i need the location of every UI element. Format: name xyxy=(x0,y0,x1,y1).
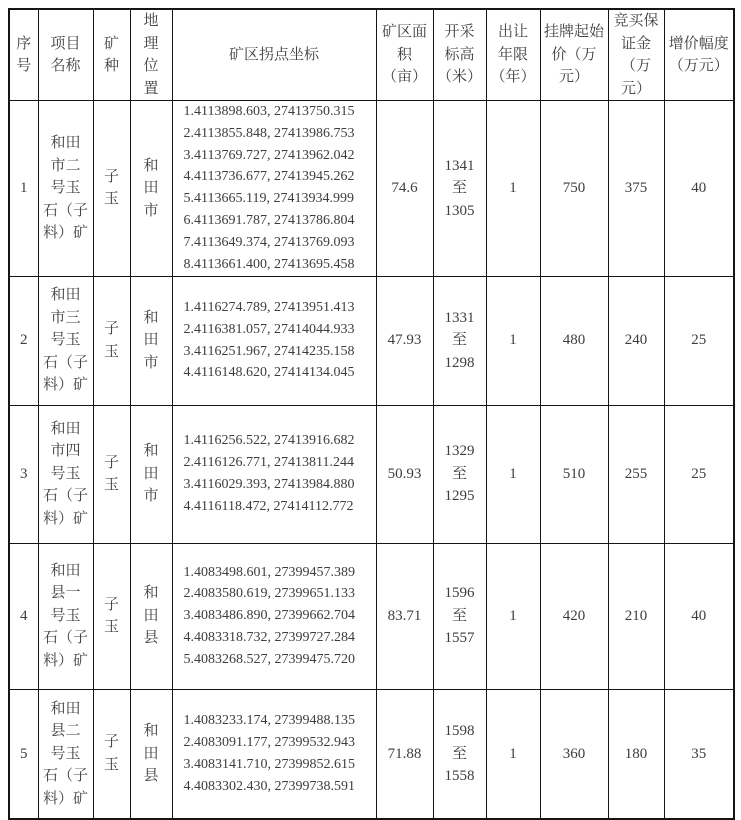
cell-location: 和 田 市 xyxy=(130,405,172,543)
cell-price-increment: 25 xyxy=(664,276,734,405)
cell-mining-elevation: 1329 至 1295 xyxy=(433,405,486,543)
cell-mining-elevation: 1596 至 1557 xyxy=(433,543,486,689)
cell-corner-coordinates: 1.4116274.789, 27413951.413 2.4116381.057, 27414044.933 3.4116251.967, 27414235.158 4.4116148.620, 27414134.045 xyxy=(172,276,376,405)
table-row xyxy=(9,101,734,277)
cell-serial-no: 5 xyxy=(9,689,38,819)
cell-bid-deposit: 255 xyxy=(608,405,664,543)
col-header-serial-no: 序 号 xyxy=(9,9,38,101)
cell-bid-deposit: 240 xyxy=(608,276,664,405)
cell-serial-no: 4 xyxy=(9,543,38,689)
cell-area-mu: 50.93 xyxy=(376,405,433,543)
cell-location: 和 田 县 xyxy=(130,543,172,689)
cell-mineral-type: 子 玉 xyxy=(93,543,130,689)
cell-corner-coordinates: 1.4083233.174, 27399488.135 2.4083091.177, 27399532.943 3.4083141.710, 27399852.615 4.4083302.430, 27399738.591 xyxy=(172,689,376,819)
cell-serial-no: 1 xyxy=(9,101,38,277)
cell-bid-deposit: 210 xyxy=(608,543,664,689)
header-row xyxy=(9,9,734,101)
cell-starting-price: 750 xyxy=(540,101,608,277)
cell-bid-deposit: 375 xyxy=(608,101,664,277)
cell-project-name: 和田 县二 号玉 石（子 料）矿 xyxy=(38,689,93,819)
cell-project-name: 和田 市三 号玉 石（子 料）矿 xyxy=(38,276,93,405)
cell-mineral-type: 子 玉 xyxy=(93,276,130,405)
cell-transfer-years: 1 xyxy=(486,689,540,819)
col-header-mining-elevation: 开采 标高 （米） xyxy=(433,9,486,101)
cell-location: 和 田 市 xyxy=(130,276,172,405)
cell-starting-price: 360 xyxy=(540,689,608,819)
cell-starting-price: 420 xyxy=(540,543,608,689)
cell-mineral-type: 子 玉 xyxy=(93,405,130,543)
cell-mining-elevation: 1598 至 1558 xyxy=(433,689,486,819)
cell-transfer-years: 1 xyxy=(486,276,540,405)
table-row xyxy=(9,405,734,543)
cell-transfer-years: 1 xyxy=(486,543,540,689)
cell-bid-deposit: 180 xyxy=(608,689,664,819)
col-header-transfer-years: 出让 年限 （年） xyxy=(486,9,540,101)
mineral-listing-table xyxy=(8,8,735,820)
cell-starting-price: 510 xyxy=(540,405,608,543)
cell-corner-coordinates: 1.4116256.522, 27413916.682 2.4116126.771, 27413811.244 3.4116029.393, 27413984.880 4.4116118.472, 27414112.772 xyxy=(172,405,376,543)
cell-location: 和 田 县 xyxy=(130,689,172,819)
col-header-project-name: 项目 名称 xyxy=(38,9,93,101)
cell-mineral-type: 子 玉 xyxy=(93,689,130,819)
cell-area-mu: 47.93 xyxy=(376,276,433,405)
col-header-starting-price: 挂牌起始 价（万元） xyxy=(540,9,608,101)
cell-location: 和 田 市 xyxy=(130,101,172,277)
col-header-area-mu: 矿区面 积（亩） xyxy=(376,9,433,101)
cell-price-increment: 35 xyxy=(664,689,734,819)
cell-price-increment: 25 xyxy=(664,405,734,543)
cell-price-increment: 40 xyxy=(664,543,734,689)
cell-price-increment: 40 xyxy=(664,101,734,277)
cell-transfer-years: 1 xyxy=(486,405,540,543)
cell-project-name: 和田 县一 号玉 石（子 料）矿 xyxy=(38,543,93,689)
table-row xyxy=(9,543,734,689)
cell-corner-coordinates: 1.4113898.603, 27413750.315 2.4113855.848, 27413986.753 3.4113769.727, 27413962.042 4.4113736.677, 27413945.262 5.4113665.119, 27413934.999 6.4113691.787, 27413786.804 7.4113649.374, 27413769.093 8.4113661.400, 27413695.458 xyxy=(172,101,376,277)
cell-corner-coordinates: 1.4083498.601, 27399457.389 2.4083580.619, 27399651.133 3.4083486.890, 27399662.704 4.4083318.732, 27399727.284 5.4083268.527, 27399475.720 xyxy=(172,543,376,689)
col-header-location: 地 理 位 置 xyxy=(130,9,172,101)
table-row xyxy=(9,276,734,405)
cell-mineral-type: 子 玉 xyxy=(93,101,130,277)
col-header-corner-coordinates: 矿区拐点坐标 xyxy=(172,9,376,101)
col-header-bid-deposit: 竞买保 证金 （万元） xyxy=(608,9,664,101)
cell-area-mu: 74.6 xyxy=(376,101,433,277)
col-header-price-increment: 增价幅度 （万元） xyxy=(664,9,734,101)
table-row xyxy=(9,689,734,819)
cell-mining-elevation: 1341 至 1305 xyxy=(433,101,486,277)
cell-transfer-years: 1 xyxy=(486,101,540,277)
cell-starting-price: 480 xyxy=(540,276,608,405)
cell-serial-no: 3 xyxy=(9,405,38,543)
cell-project-name: 和田 市二 号玉 石（子 料）矿 xyxy=(38,101,93,277)
cell-serial-no: 2 xyxy=(9,276,38,405)
cell-area-mu: 83.71 xyxy=(376,543,433,689)
cell-project-name: 和田 市四 号玉 石（子 料）矿 xyxy=(38,405,93,543)
col-header-mineral-type: 矿 种 xyxy=(93,9,130,101)
cell-mining-elevation: 1331 至 1298 xyxy=(433,276,486,405)
cell-area-mu: 71.88 xyxy=(376,689,433,819)
